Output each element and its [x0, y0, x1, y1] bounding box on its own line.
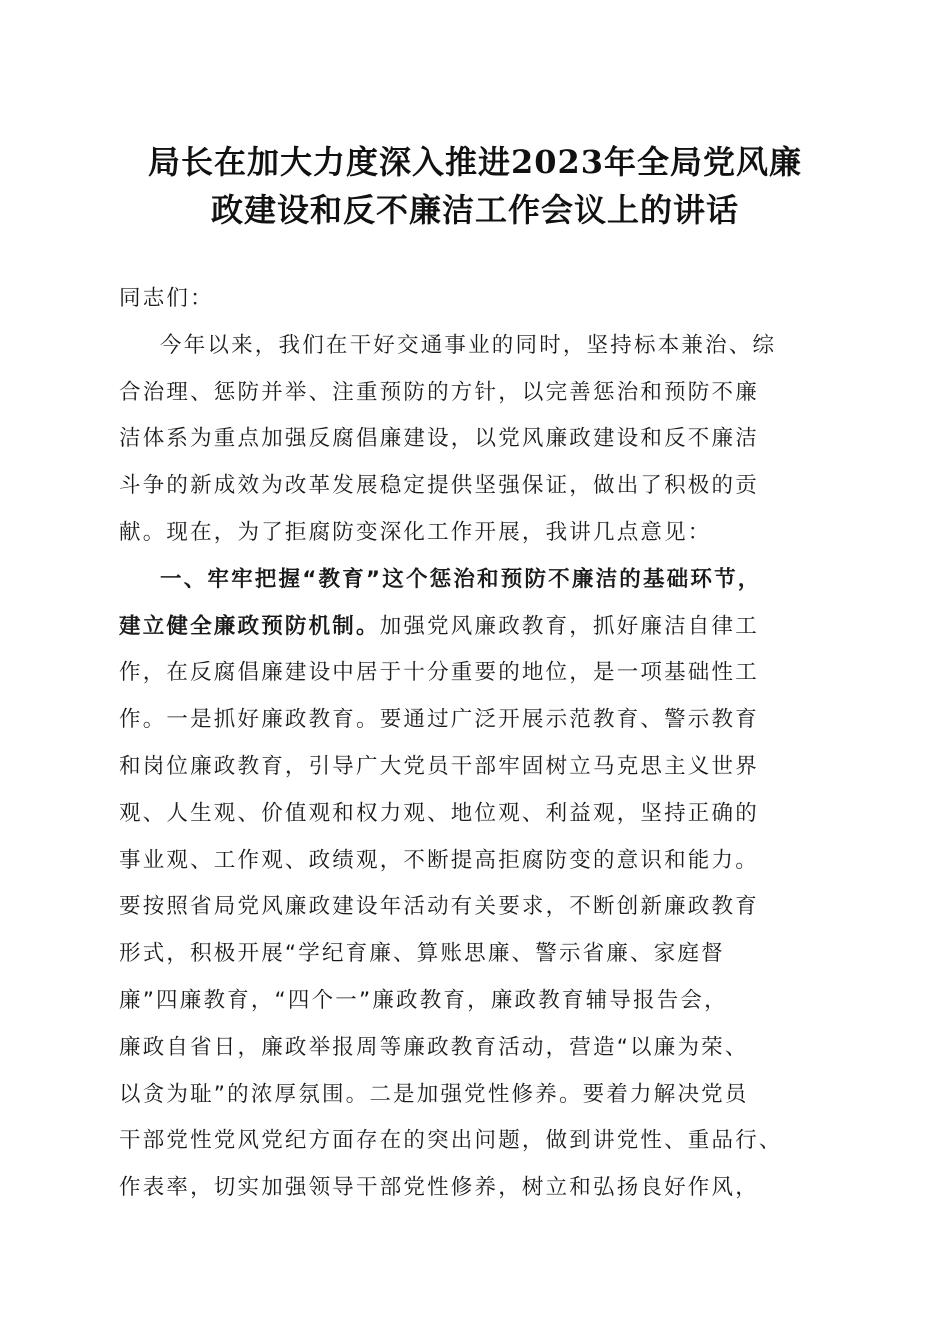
document-body [119, 276, 839, 1212]
section-1-heading-end: 建立健全廉政预防机制。 [119, 613, 380, 639]
section-1-line-14: 作表率，切实加强领导干部党性修养，树立和弘扬良好作风， [119, 1175, 759, 1201]
section-1-line-10: 廉”四廉教育，“四个一”廉政教育，廉政教育辅导报告会， [119, 987, 728, 1013]
section-1-heading: 一、牢牢把握“教育”这个惩治和预防不廉洁的基础环节， [160, 566, 762, 592]
section-1-line-7: 事业观、工作观、政绩观，不断提高拒腐防变的意识和能力。 [119, 847, 759, 873]
intro-line-5: 献。现在，为了拒腐防变深化工作开展，我讲几点意见： [119, 519, 712, 545]
section-1-line-4: 作。一是抓好廉政教育。要通过广泛开展示范教育、警示教育 [119, 707, 759, 733]
title-line-1: 局长在加大力度深入推进2023年全局党风廉 [147, 143, 803, 181]
section-1-line-5: 和岗位廉政教育，引导广大党员干部牢固树立马克思主义世界 [119, 753, 759, 779]
intro-line-1: 今年以来，我们在干好交通事业的同时，坚持标本兼治、综 [160, 332, 777, 358]
section-1-line-11: 廉政自省日，廉政举报周等廉政教育活动，营造“以廉为荣、 [119, 1034, 749, 1060]
title-line-2: 政建设和反不廉洁工作会议上的讲话 [210, 191, 739, 229]
section-1-line-9: 形式，积极开展“学纪育廉、算账思廉、警示省廉、家庭督 [119, 941, 725, 967]
section-1-line-13: 干部党性党风党纪方面存在的突出问题，做到讲党性、重品行、 [119, 1128, 783, 1154]
intro-line-3: 洁体系为重点加强反腐倡廉建设，以党风廉政建设和反不廉洁 [119, 426, 759, 452]
intro-line-4: 斗争的新成效为改革发展稳定提供坚强保证，做出了积极的贡 [119, 473, 759, 499]
section-1-line-2 [119, 604, 839, 651]
section-1-line-8: 要按照省局党风廉政建设年活动有关要求，不断创新廉政教育 [119, 894, 759, 920]
section-1-line-2-text: 加强党风廉政教育，抓好廉洁自律工 [379, 613, 759, 639]
section-1-line-12: 以贪为耻”的浓厚氛围。二是加强党性修养。要着力解决党员 [119, 1081, 749, 1107]
document-title [100, 138, 850, 234]
salutation: 同志们： [119, 286, 214, 311]
section-1-line-6: 观、人生观、价值观和权力观、地位观、利益观，坚持正确的 [119, 800, 759, 826]
section-1-line-3: 作，在反腐倡廉建设中居于十分重要的地位，是一项基础性工 [119, 660, 759, 686]
intro-line-2: 合治理、惩防并举、注重预防的方针，以完善惩治和预防不廉 [119, 379, 759, 405]
